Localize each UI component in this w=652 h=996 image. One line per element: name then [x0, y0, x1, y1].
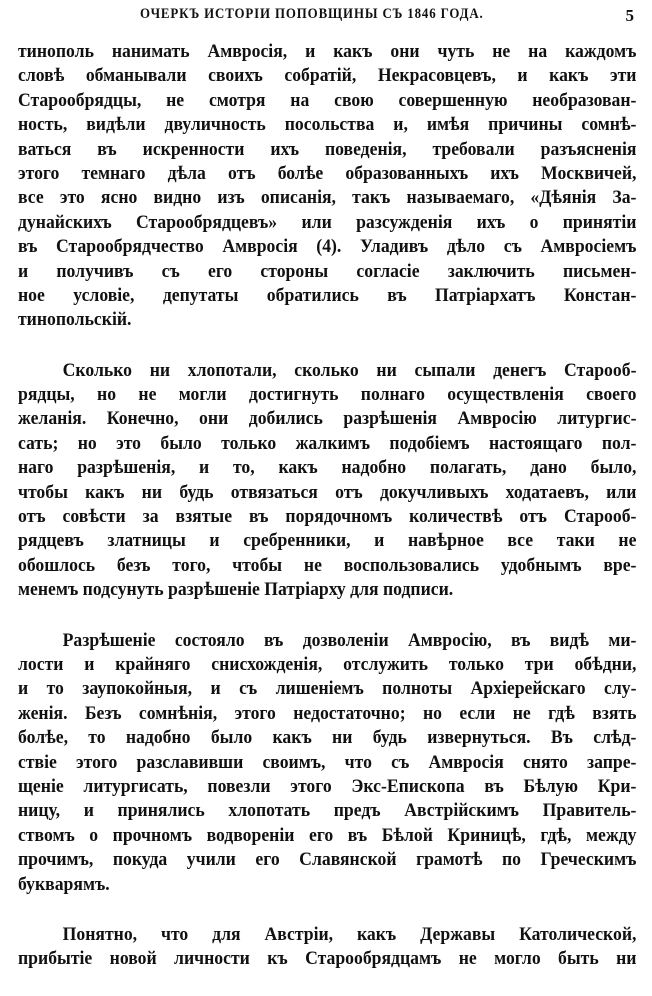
text-line: обошлось безъ того, чтобы не воспользовались удобнымъ вре-	[18, 554, 637, 576]
text-line: желанiя. Конечно, они добились разрѣшенiя Амвросiю литургис-	[18, 408, 637, 430]
text-line: ницу, и принялись хлопотать предъ Австрiйскимъ Правитель-	[18, 800, 637, 822]
text-line: болѣе, то надобно было какъ ни будь извернуться. Въ слѣд-	[18, 727, 637, 749]
text-line: Понятно, что для Австрiи, какъ Державы Католической,	[62, 923, 637, 945]
text-line: менемъ подсунуть разрѣшенiе Патрiарху для подписи.	[18, 579, 454, 601]
text-line: словѣ обманывали своихъ собратiй, Некрасовцевъ, и какъ эти	[18, 65, 637, 87]
paragraph	[18, 923, 636, 972]
text-line: ность, видѣли двуличность посольства и, имѣя причины сомнѣ-	[18, 114, 637, 136]
text-line: сать; но это было только жалкимъ подобiемъ настоящаго пол-	[18, 432, 637, 454]
text-line: прибытiе новой личности къ Старообрядцамъ не могло быть ни	[18, 948, 637, 970]
text-line: тинополь нанимать Амвросiя, и какъ они чуть не на каждомъ	[18, 41, 637, 62]
text-line: этого темнаго дѣла отъ болѣе образованныхъ ихъ Москвичей,	[18, 162, 637, 184]
text-line: женiя. Безъ сомнѣнiя, этого недостаточно; но если не гдѣ взять	[18, 702, 637, 724]
running-title: ОЧЕРКЪ ИСТОРIИ ПОПОВЩИНЫ СЪ 1846 ГОДА.	[140, 6, 484, 22]
text-line: ствiе этого разславивши своимъ, что съ Амвросiя снято запре-	[18, 751, 637, 773]
text-line: прочимъ, покуда учили его Славянской грамотѣ по Греческимъ	[18, 849, 637, 871]
text-line: Старообрядцы, не смотря на свою совершенную необразован-	[18, 89, 637, 111]
text-line: щенiе литургисать, повезли этого Экс-Епископа въ Бѣлую Кри-	[18, 775, 637, 797]
text-line: рядцевъ златницы и сребренники, и навѣрное все таки не	[18, 530, 637, 552]
paragraph	[18, 629, 636, 897]
text-line: отъ совѣсти за взятые въ порядочномъ количествѣ отъ Старооб-	[18, 506, 637, 528]
text-line: наго разрѣшенiя, и то, какъ надобно полагать, дано было,	[18, 457, 637, 479]
text-line: дунайскихъ Старообрядцевъ» или разсужденiя ихъ о принятiи	[18, 211, 637, 233]
text-line: и получивъ съ его стороны согласiе заключить письмен-	[18, 260, 637, 282]
text-line: тинопольскiй.	[18, 309, 132, 331]
text-line: ваться въ искренности ихъ поведенiя, требовали разъясненiя	[18, 138, 637, 160]
text-line: ствомъ о прочномъ водворенiи его въ Бѣлой Криницѣ, гдѣ, между	[18, 824, 637, 846]
paragraph	[18, 359, 636, 603]
text-line: Разрѣшенiе состояло въ дозволенiи Амвросiю, въ видѣ ми-	[62, 629, 637, 651]
text-line: рядцы, но не могли достигнуть полнаго осуществленiя своего	[18, 384, 637, 406]
body-text	[18, 40, 636, 972]
text-line: Сколько ни хлопотали, сколько ни сыпали денегъ Старооб-	[62, 359, 637, 381]
paragraph	[18, 40, 636, 333]
page-number: 5	[625, 6, 634, 25]
text-line: ное условiе, депутаты обратились въ Патрiархатъ Констан-	[18, 284, 637, 306]
text-line: лости и крайняго снисхожденiя, отслужить только три обѣдни,	[18, 653, 637, 675]
text-line: въ Старообрядчество Амвросiя (4). Уладивъ дѣло съ Амвросiемъ	[18, 236, 637, 258]
page-header	[0, 6, 652, 28]
text-line: чтобы какъ ни будь отвязаться отъ докучливыхъ ходатаевъ, или	[18, 481, 637, 503]
text-line: и то заупокойныя, и съ лишенiемъ полноты Архiерейскаго слу-	[18, 678, 637, 700]
text-line: все это ясно видно изъ описанiя, такъ называемаго, «Дѣянiя За-	[18, 187, 637, 209]
text-line: букварямъ.	[18, 873, 110, 895]
